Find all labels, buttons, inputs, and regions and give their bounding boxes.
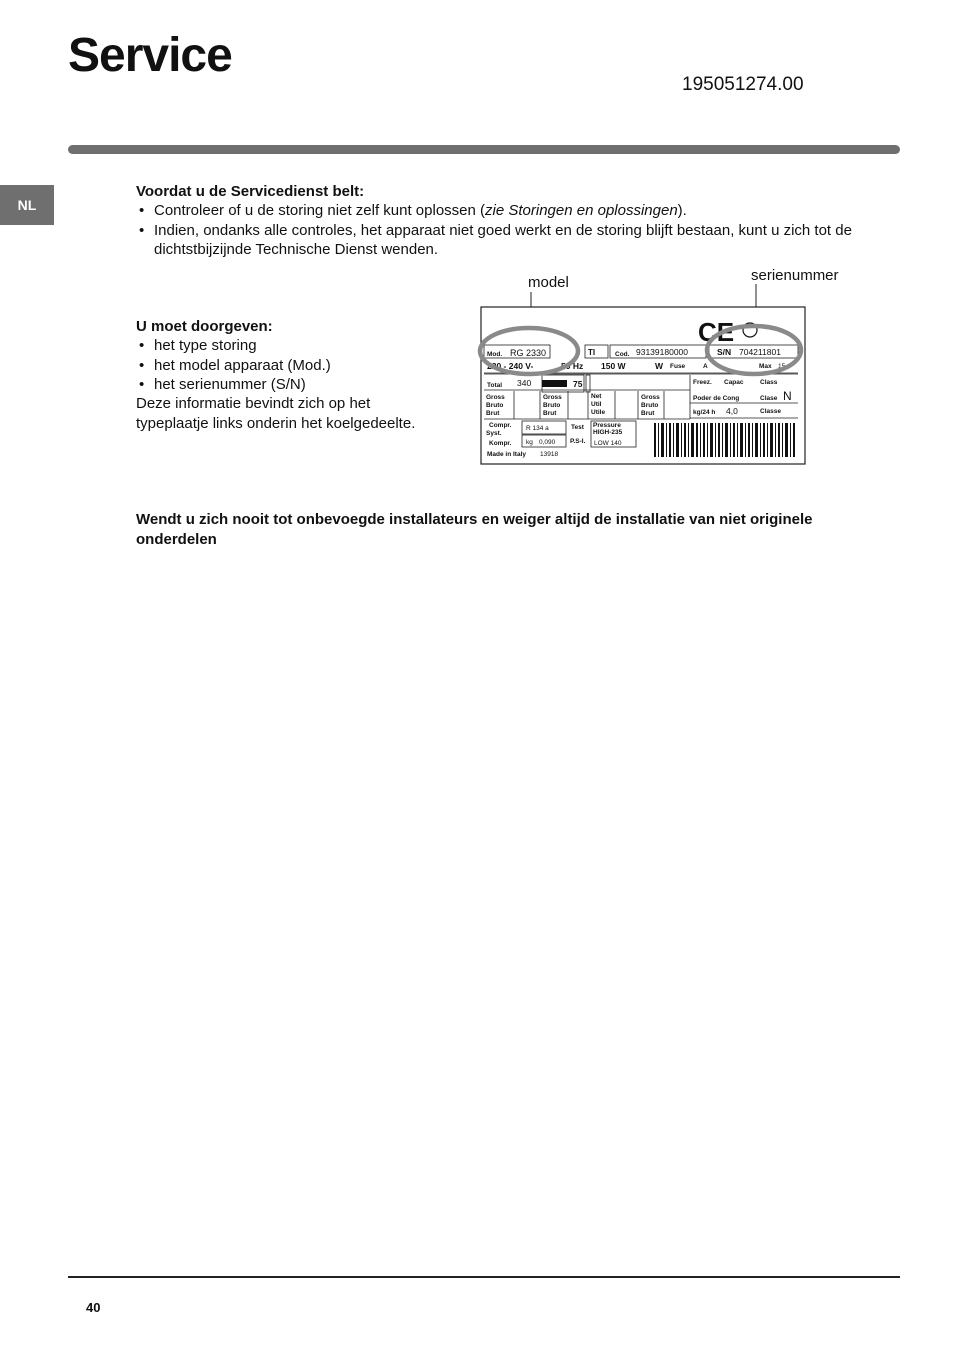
capac-label: Capac <box>724 379 744 386</box>
voltage: 220 - 240 V- <box>487 361 534 371</box>
clase-label: Clase <box>760 395 778 402</box>
frequency: 50 Hz <box>561 361 584 371</box>
provide-item: • het serienummer (S/N) <box>136 375 456 395</box>
lamp-power: W <box>655 361 664 371</box>
cross-reference: zie Storingen en oplossingen <box>485 202 678 219</box>
brut-label: Brut <box>486 410 500 417</box>
gross-label: Gross <box>543 394 562 401</box>
plate-location-info: Deze informatie bevindt zich op het typeplaatje links onderin het koelgedeelte. <box>136 395 416 432</box>
class-label: Class <box>760 379 778 386</box>
before-call-item: • Controleer of u de storing niet zelf kunt oplossen (zie Storingen en oplossingen). <box>136 201 896 221</box>
provide-list <box>136 336 456 395</box>
gross-label: Gross <box>641 394 660 401</box>
freezer-volume: 75 <box>573 379 583 389</box>
fuse-unit: A <box>703 363 708 370</box>
refrigerant-value: R 134 a <box>526 425 549 432</box>
brut-label: Brut <box>641 410 655 417</box>
fuse-label: Fuse <box>670 363 686 370</box>
kg24-label: kg/24 h <box>693 409 716 416</box>
kompr-label: Kompr. <box>489 440 512 447</box>
made-code: 13918 <box>540 451 559 458</box>
max-value: 15 <box>778 363 786 370</box>
ti-label: TI <box>588 348 596 357</box>
made-in-label: Made in Italy <box>487 451 527 458</box>
psi-label: P.S-I. <box>570 438 586 445</box>
before-call-list <box>136 201 896 260</box>
kg-label: kg <box>526 439 533 446</box>
brut-label: Brut <box>543 410 557 417</box>
ce-mark-icon: CE <box>698 317 735 347</box>
bruto-label: Bruto <box>486 402 504 409</box>
util-label: Util <box>591 401 602 408</box>
page-number: 40 <box>86 1300 101 1315</box>
provide-item: • het type storing <box>136 336 456 356</box>
provide-item: • het model apparaat (Mod.) <box>136 356 456 376</box>
serial-callout-label: serienummer <box>751 267 839 284</box>
low-pressure-value: LOW 140 <box>594 440 622 447</box>
climate-class-value: N <box>783 389 792 403</box>
kg24-value: 4,0 <box>726 406 738 416</box>
total-label: Total <box>487 382 503 389</box>
compr-label: Compr. <box>489 422 512 429</box>
power: 150 W <box>601 361 626 371</box>
syst-label: Syst. <box>486 430 502 437</box>
bruto-label: Bruto <box>543 402 561 409</box>
footer-rule <box>68 1276 900 1278</box>
classe-label: Classe <box>760 408 781 415</box>
freezing-capacity-label: Poder de Cong <box>693 395 740 402</box>
warning-text: Wendt u zich nooit tot onbevoegde installateurs en weiger altijd de installatie van niet originele onderdelen <box>136 511 813 548</box>
freezer-star-icon <box>542 380 567 387</box>
mod-value: RG 2330 <box>510 348 547 358</box>
max-label: Max <box>759 363 772 370</box>
sn-value: 704211801 <box>739 347 781 357</box>
before-call-item: • Indien, ondanks alle controles, het apparaat niet goed werkt en de storing blijft bestaan, kunt u zich tot de dichtstbijzijnde Technische Dienst wenden. <box>136 221 896 260</box>
gross-label: Gross <box>486 394 505 401</box>
test-label: Test <box>571 424 584 431</box>
pressure-label: Pressure <box>593 422 621 429</box>
language-tab: NL <box>0 185 54 225</box>
rating-plate-diagram <box>478 266 839 468</box>
page-title: Service <box>68 29 232 82</box>
provide-heading: U moet doorgeven: <box>136 318 273 335</box>
cod-value: 93139180000 <box>636 347 689 357</box>
utile-label: Utile <box>591 409 606 416</box>
refrigerant-amount: 0,090 <box>539 439 556 446</box>
sn-label: S/N <box>717 347 732 357</box>
mod-label: Mod. <box>487 351 503 358</box>
net-label: Net <box>591 393 602 400</box>
total-value: 340 <box>517 378 532 388</box>
before-call-heading: Voordat u de Servicedienst belt: <box>136 183 365 200</box>
header-rule <box>68 145 900 154</box>
bruto-label: Bruto <box>641 402 659 409</box>
model-callout-label: model <box>528 274 569 291</box>
cod-label: Cod. <box>615 351 630 358</box>
document-number: 195051274.00 <box>682 74 804 95</box>
high-pressure-value: HIGH-235 <box>593 429 623 436</box>
freez-label: Freez. <box>693 379 712 386</box>
